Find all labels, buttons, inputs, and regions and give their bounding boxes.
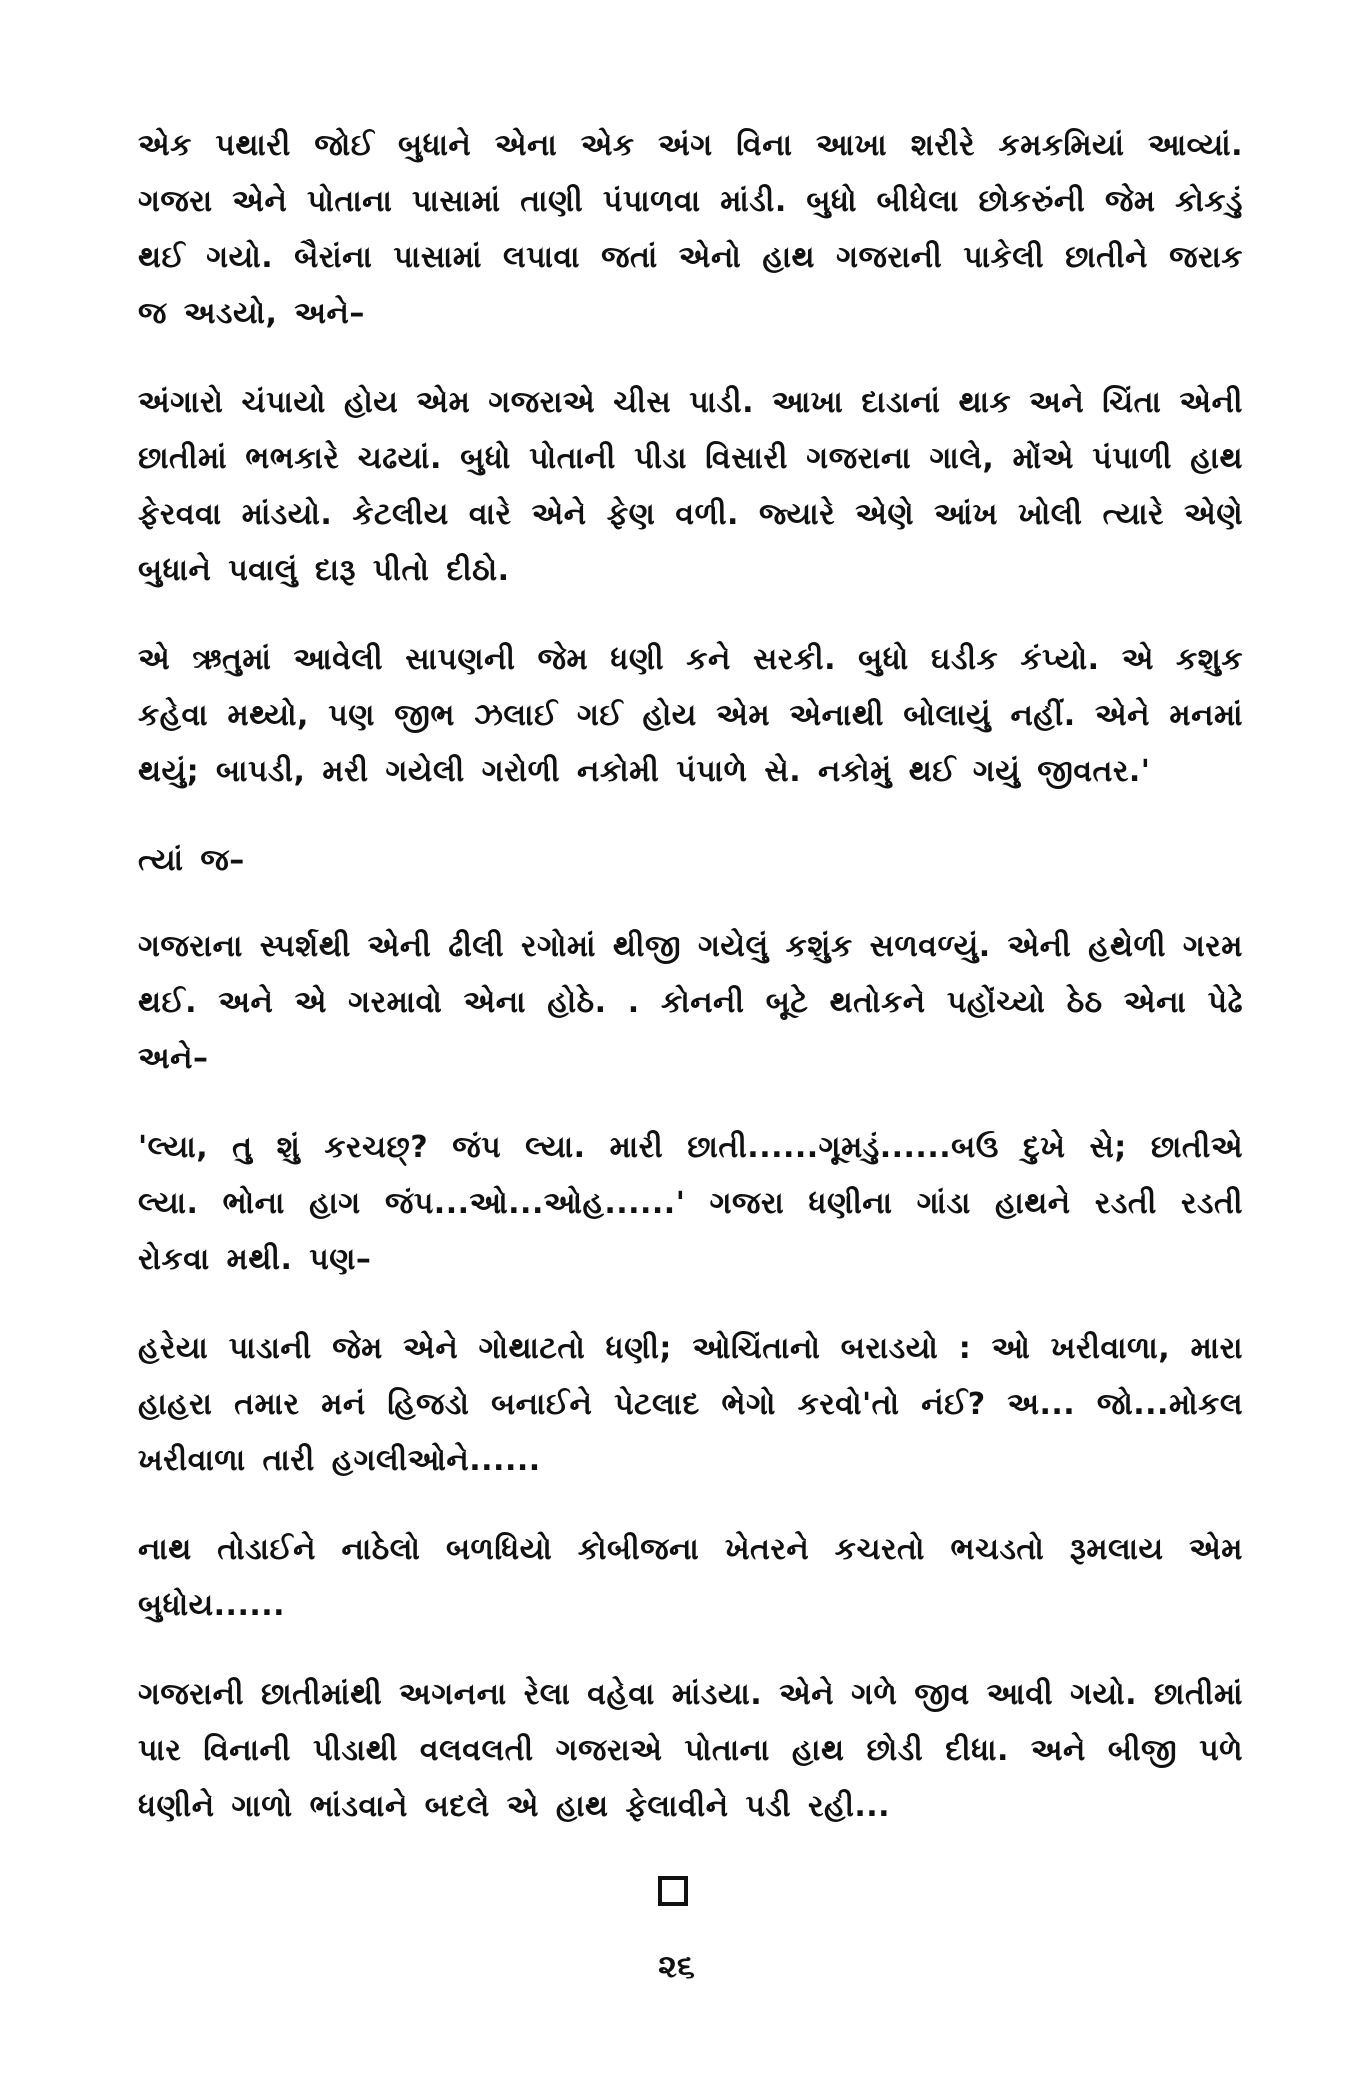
paragraph-7: હરેયા પાડાની જેમ એને ગોથાટતો ધણી; ઓચિંતાનો બરાડયો : ઓ ખરીવાળા, મારા હાહરા તમાર મનં હિજડો બનાઈને પેટલાદ ભેગો કરવો'તો નંઈ? અ... જો...મોકલ ખરીવાળા તારી હગલીઓને...... — [138, 1331, 1243, 1478]
paragraph-1: એક પથારી જોઈ બુધાને એના એક અંગ વિના આખા શરીરે કમકમિયાં આવ્યાં. ગજરા એને પોતાના પાસામાં તાણી પંપાળવા માંડી. બુધો બીધેલા છોકરુંની જેમ કોકડું થઈ ગયો. બૈરાંના પાસામાં લપાવા જતાં એનો હાથ ગજરાની પાકેલી છાતીને જરાક જ અડયો, અને– — [138, 128, 1243, 331]
hollow-square-icon — [658, 1876, 688, 1906]
paragraph-4: ત્યાં જ– — [138, 843, 245, 878]
paragraph-3: એ ઋતુમાં આવેલી સાપણની જેમ ધણી કને સરકી. બુધો ઘડીક કંપ્યો. એ કશુક કહેવા મથ્યો, પણ જીભ ઝલાઈ ગઈ હોય એમ એનાથી બોલાયું નહીં. એને મનમાં થયું; બાપડી, મરી ગયેલી ગરોળી નકોમી પંપાળે સે. નકોમું થઈ ગયું જીવતર.' — [138, 642, 1243, 789]
paragraph-8: નાથ તોડાઈને નાઠેલો બળધિયો કોબીજના ખેતરને કચરતો ભચડતો રૂમલાય એમ બુધોય...... — [138, 1532, 1243, 1623]
paragraph-9: ગજરાની છાતીમાંથી અગનના રેલા વહેવા માંડયા. એને ગળે જીવ આવી ગયો. છાતીમાં પાર વિનાની પીડાથી વલવલતી ગજરાએ પોતાના હાથ છોડી દીધા. અને બીજી પળે ધણીને ગાળો ભાંડવાને બદલે એ હાથ ફેલાવીને પડી રહી... — [138, 1677, 1243, 1824]
paragraph-6: 'લ્યા, તુ શું કરચછ્? જંપ લ્યા. મારી છાતી......ગૂમડું......બઉ દુખે સે; છાતીએ લ્યા. ભોના હાગ જંપ...ઓ...ઓહ......' ગજરા ધણીના ગાંડા હાથને રડતી રડતી રોકવા મથી. પણ– — [138, 1130, 1243, 1277]
page-number: ૨૬ — [658, 1947, 695, 1985]
paragraph-5: ગજરાના સ્પર્શથી એની ઢીલી રગોમાં થીજી ગયેલું કશુંક સળવળ્યું. એની હથેળી ગરમ થઈ. અને એ ગરમાવો એના હોઠે. . કોનની બૂટે થતોકને પહોંચ્યો ઠેઠ એના પેઢે અને– — [138, 929, 1243, 1076]
paragraph-2: અંગારો ચંપાયો હોય એમ ગજરાએ ચીસ પાડી. આખા દાડાનાં થાક અને ચિંતા એની છાતીમાં ભભકારે ચઢયાં. બુધો પોતાની પીડા વિસારી ગજરાના ગાલે, મોંએ પંપાળી હાથ ફેરવવા માંડયો. કેટલીય વારે એને ફેણ વળી. જ્યારે એણે આંખ ખોલી ત્યારે એણે બુધાને પવાલું દારૂ પીતો દીઠો. — [138, 385, 1243, 588]
